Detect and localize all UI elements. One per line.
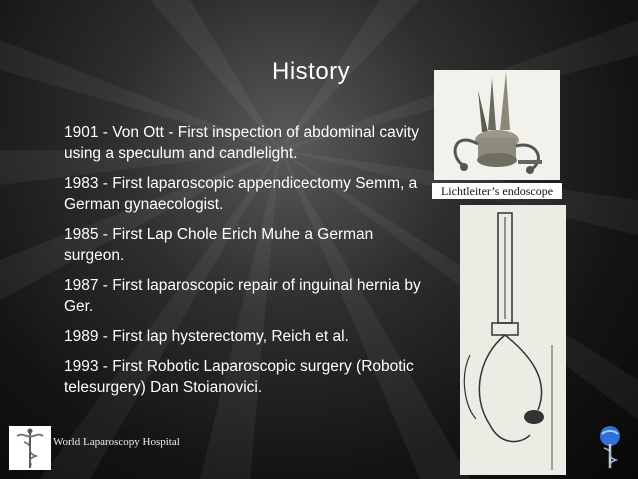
footer-hospital-name: World Laparoscopy Hospital bbox=[53, 436, 180, 448]
history-item: 1985 - First Lap Chole Erich Muhe a German surgeon. bbox=[64, 226, 374, 264]
history-item: 1987 - First laparoscopic repair of inguinal hernia by Ger. bbox=[64, 277, 421, 315]
history-item: 1989 - First lap hysterectomy, Reich et al. bbox=[64, 328, 349, 345]
history-list bbox=[64, 122, 434, 407]
primitive-instrument-drawing bbox=[460, 205, 566, 475]
globe-caduceus-logo bbox=[594, 424, 626, 470]
endoscope-photo bbox=[434, 70, 560, 180]
history-item: 1983 - First laparoscopic appendicectomy Semm, a German gynaecologist. bbox=[64, 175, 418, 213]
slide-title: History bbox=[272, 58, 351, 85]
history-item: 1901 - Von Ott - First inspection of abdominal cavity using a speculum and candlelight. bbox=[64, 124, 419, 162]
image-caption: Lichtleiter’s endoscope bbox=[432, 183, 562, 199]
history-item: 1993 - First Robotic Laparoscopic surgery (Robotic telesurgery) Dan Stoianovici. bbox=[64, 358, 414, 396]
caduceus-logo bbox=[9, 426, 51, 470]
